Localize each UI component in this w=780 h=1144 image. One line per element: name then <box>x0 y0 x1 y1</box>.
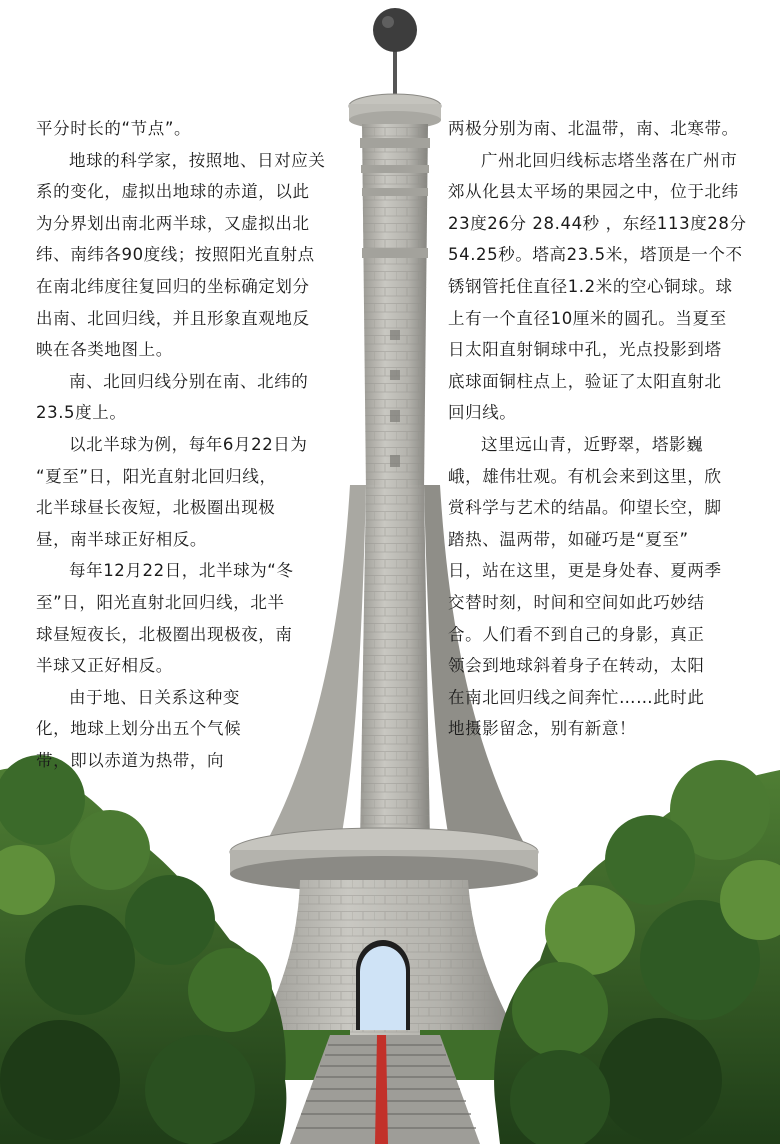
text-line: 锈钢管托住直径1.2米的空心铜球。球 <box>448 276 733 296</box>
text-line: 日太阳直射铜球中孔，光点投影到塔 <box>448 340 722 360</box>
text-line: 南、北回归线分别在南、北纬的 <box>69 371 309 391</box>
text-line: 平分时长的“节点”。 <box>36 119 192 138</box>
text-line: 23.5度上。 <box>36 403 127 423</box>
copper-sphere <box>373 8 417 96</box>
text-line: 在南北回归线之间奔忙……此时此 <box>448 687 705 707</box>
text-line: 领会到地球斜着身子在转动，太阳 <box>448 656 705 676</box>
text-line: 每年12月22日，北半球为“冬 <box>69 561 294 581</box>
text-line: 纬、南纬各90度线；按照阳光直射点 <box>36 245 315 265</box>
text-line: 广州北回归线标志塔坐落在广州市 <box>481 150 738 170</box>
text-line: 地摄影留念，别有新意！ <box>448 719 637 739</box>
text-line: 赏科学与艺术的结晶。仰望长空，脚 <box>448 498 722 518</box>
text-line: 地球的科学家，按照地、日对应关 <box>69 150 326 170</box>
text-line: 系的变化，虚拟出地球的赤道，以此 <box>36 182 310 202</box>
text-line: 映在各类地图上。 <box>36 340 173 360</box>
text-line: 合。人们看不到自己的身影，真正 <box>448 624 705 644</box>
text-line: 带，即以赤道为热带，向 <box>36 750 225 770</box>
text-line: 两极分别为南、北温带，南、北寒带。 <box>448 119 739 138</box>
text-line: 郊从化县太平场的果园之中，位于北纬 <box>448 182 739 202</box>
text-line: 峨，雄伟壮观。有机会来到这里，欣 <box>448 466 722 486</box>
text-line: 球昼短夜长，北极圈出现极夜，南 <box>36 624 293 644</box>
text-line: 以北半球为例，每年6月22日为 <box>69 434 308 454</box>
right-text-column <box>448 113 748 745</box>
text-line: 23度26分 28.44秒 ，东经113度28分 <box>448 213 747 233</box>
text-line: 北半球昼长夜短，北极圈出现极 <box>36 498 276 518</box>
text-line: 由于地、日关系这种变 <box>69 687 240 707</box>
tower-base <box>255 880 520 1040</box>
text-line: 为分界划出南北两半球，又虚拟出北 <box>36 213 310 233</box>
right-tree <box>494 760 780 1144</box>
left-tree <box>0 755 286 1144</box>
text-line: “夏至”日，阳光直射北回归线， <box>36 466 277 486</box>
text-line: 54.25秒。塔高23.5米，塔顶是一个不 <box>448 245 743 265</box>
left-text-column <box>36 113 336 776</box>
text-line: 日，站在这里，更是身处春、夏两季 <box>448 561 722 581</box>
text-line: 在南北纬度往复回归的坐标确定划分 <box>36 276 310 296</box>
text-line: 半球又正好相反。 <box>36 656 173 676</box>
text-line: 化，地球上划分出五个气候 <box>36 719 242 739</box>
text-line: 至”日，阳光直射北回归线，北半 <box>36 592 285 612</box>
text-line: 上有一个直径10厘米的圆孔。当夏至 <box>448 308 727 328</box>
text-line: 交替时刻，时间和空间如此巧妙结 <box>448 592 705 612</box>
text-line: 出南、北回归线，并且形象直观地反 <box>36 308 310 328</box>
text-line: 昼，南半球正好相反。 <box>36 529 207 549</box>
text-line: 这里远山青，近野翠，塔影巍 <box>481 434 704 454</box>
text-line: 踏热、温两带，如碰巧是“夏至” <box>448 529 689 549</box>
text-line: 底球面铜柱点上，验证了太阳直射北 <box>448 371 722 391</box>
text-line: 回归线。 <box>448 403 517 423</box>
